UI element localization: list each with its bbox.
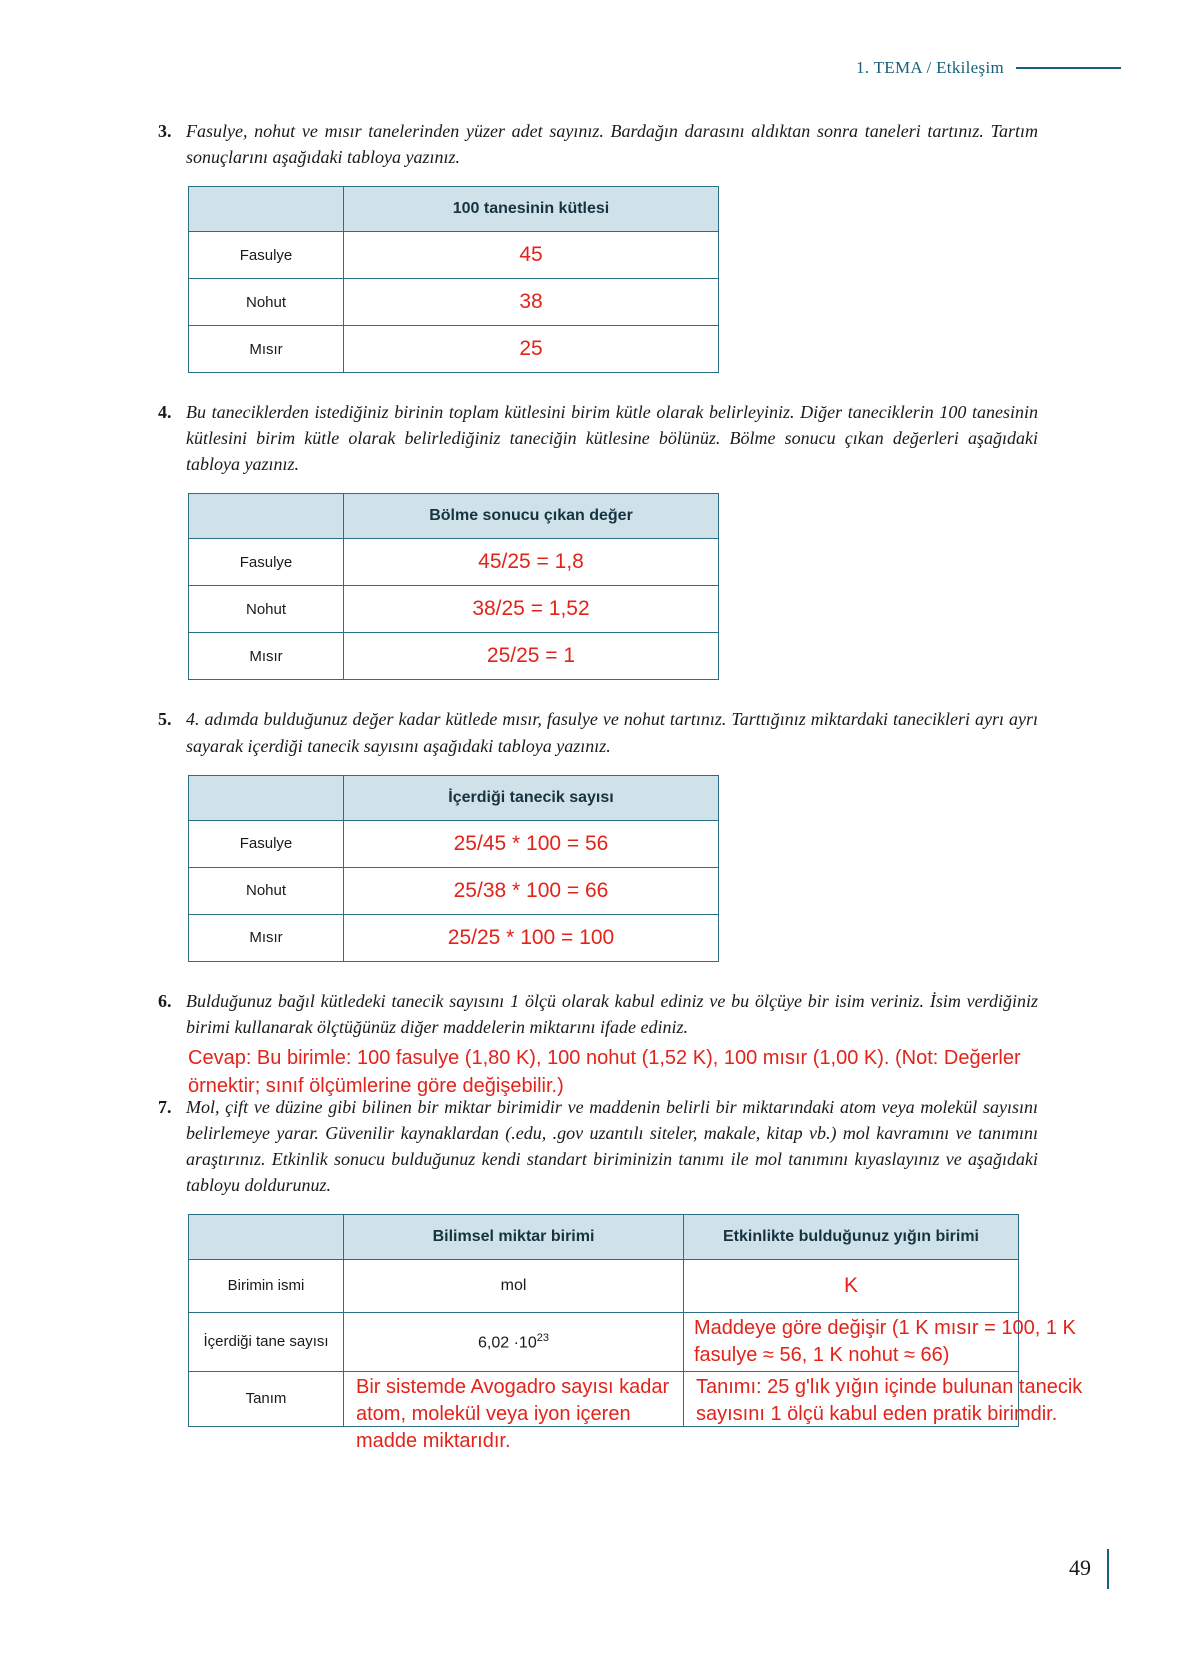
table-row <box>189 232 719 279</box>
table4-row2-scientific: Bir sistemde Avogadro sayısı kadar atom, molekül veya iyon içeren madde miktarıdır. <box>356 1376 670 1453</box>
table-row-header <box>189 187 719 232</box>
table4-header-col2: Bilimsel miktar birimi <box>344 1215 684 1260</box>
table4-header-col3: Etkinlikte bulduğunuz yığın birimi <box>684 1215 1019 1260</box>
table-unit-comparison <box>188 1214 1083 1453</box>
table4-row2-label: Tanım <box>189 1372 344 1427</box>
table2-row2-label: Mısır <box>189 633 344 680</box>
table2-row1-value: 38/25 = 1,52 <box>344 586 719 633</box>
question-3 <box>158 118 1038 170</box>
page-header <box>856 58 1121 78</box>
table-row <box>189 326 719 373</box>
table1-row0-label: Fasulye <box>189 232 344 279</box>
question-5 <box>158 706 1038 758</box>
table-row <box>189 279 719 326</box>
table4-row1-scientific <box>344 1313 684 1372</box>
table4-row1-label: İçerdiği tane sayısı <box>189 1313 344 1372</box>
question-6 <box>158 988 1038 1040</box>
question-3-number: 3. <box>158 121 172 141</box>
table-row <box>189 820 719 867</box>
table2-row2-value: 25/25 = 1 <box>344 633 719 680</box>
question-4-number: 4. <box>158 402 172 423</box>
table-row <box>189 586 719 633</box>
table4-row0-label: Birimin ismi <box>189 1260 344 1313</box>
table4-header-blank <box>189 1215 344 1260</box>
table2-header-col2: Bölme sonucu çıkan değer <box>344 494 719 539</box>
page-number: 49 <box>1069 1555 1091 1580</box>
table1-row1-value: 38 <box>344 279 719 326</box>
table2-row0-value: 45/25 = 1,8 <box>344 539 719 586</box>
table-row <box>189 1313 1019 1372</box>
table4-row0-own: K <box>684 1260 1019 1313</box>
question-5-number: 5. <box>158 709 172 730</box>
table1-header-blank <box>189 187 344 232</box>
table-row <box>189 1372 1019 1427</box>
question-6-answer: Cevap: Bu birimle: 100 fasulye (1,80 K), 100 nohut (1,52 K), 100 mısır (1,00 K). (Not: Değerler örnektir; sınıf ölçümlerine göre değişebilir.) <box>188 1046 1021 1097</box>
table3-row2-label: Mısır <box>189 914 344 961</box>
question-6-text: Bulduğunuz bağıl kütledeki tanecik sayısını 1 ölçü olarak kabul ediniz ve bu ölçüye bir isim veriniz. İsim verdiğiniz birimi kullanarak ölçtüğünüz diğer maddelerin miktarını ifade ediniz. <box>186 990 1038 1037</box>
question-4-text: Bu taneciklerden istediğiniz birinin toplam kütlesini birim kütle olarak belirleyiniz. Diğer taneciklerin 100 tanesinin kütlesini birim kütle olarak belirlediğiniz taneciğin kütlesine bölünüz. Bölme sonucu çıkan değerleri aşağıdaki tabloya yazınız. <box>186 402 1038 475</box>
table-row <box>189 539 719 586</box>
table-row-header <box>189 1215 1019 1260</box>
question-7 <box>158 1094 1038 1198</box>
question-4 <box>158 399 1038 477</box>
table2-header-blank <box>189 494 344 539</box>
question-7-number: 7. <box>158 1096 172 1117</box>
table-row <box>189 867 719 914</box>
table-row-header <box>189 775 719 820</box>
table3-row0-value: 25/45 * 100 = 56 <box>344 820 719 867</box>
header-title: 1. TEMA / Etkileşim <box>855 58 1004 77</box>
table4-row1-own: Maddeye göre değişir (1 K mısır = 100, 1 K fasulye ≈ 56, 1 K nohut ≈ 66) <box>694 1317 1076 1367</box>
table4-row2-scientific-cell <box>344 1372 684 1453</box>
table1-row1-label: Nohut <box>189 279 344 326</box>
avogadro-exponent: 23 <box>536 1332 549 1345</box>
table1-header-col2: 100 tanesinin kütlesi <box>344 187 719 232</box>
table3-header-col2: İçerdiği tanecik sayısı <box>344 775 719 820</box>
table3-row1-value: 25/38 * 100 = 66 <box>344 867 719 914</box>
header-rule <box>1016 67 1121 69</box>
table-particle-count <box>188 775 719 962</box>
table-division-result <box>188 493 719 680</box>
table1-row0-value: 45 <box>344 232 719 279</box>
page-number-rule <box>1107 1549 1109 1589</box>
table4-row0-scientific: mol <box>344 1260 684 1313</box>
question-7-text: Mol, çift ve düzine gibi bilinen bir miktar birimidir ve maddenin belirli bir miktarındaki atom veya molekül sayısını belirlemeye yarar. Güvenilir kaynaklardan (.edu, .gov uzantılı siteler, makale, kitap vb.) mol kavramını ve tanımını araştırınız. Etkinlik sonucu bulduğunuz kendi standart biriminizin tanımı ile mol tanımını kıyaslayınız ve aşağıdaki tabloyu doldurunuz. <box>186 1096 1038 1196</box>
table3-row2-value: 25/25 * 100 = 100 <box>344 914 719 961</box>
table-row <box>189 633 719 680</box>
table3-row0-label: Fasulye <box>189 820 344 867</box>
table2-row1-label: Nohut <box>189 586 344 633</box>
table4-row2-own: Tanımı: 25 g'lık yığın içinde bulunan tanecik sayısını 1 ölçü kabul eden pratik birimdir. <box>696 1376 1083 1426</box>
table-row <box>189 1260 1019 1313</box>
avogadro-base: 6,02 ·10 <box>478 1334 537 1352</box>
table4-row1-own-cell <box>684 1313 1076 1372</box>
table-row-header <box>189 494 719 539</box>
question-3-text: Fasulye, nohut ve mısır tanelerinden yüzer adet sayınız. Bardağın darasını aldıktan sonra taneleri tartınız. Tartım sonuçlarını aşağıdaki tabloya yazınız. <box>186 121 1038 168</box>
table4-row2-own-cell <box>684 1372 1083 1427</box>
table2-row0-label: Fasulye <box>189 539 344 586</box>
table1-row2-label: Mısır <box>189 326 344 373</box>
table3-header-blank <box>189 775 344 820</box>
table1-row2-value: 25 <box>344 326 719 373</box>
table-row <box>189 914 719 961</box>
question-6-number: 6. <box>158 990 172 1011</box>
table3-row1-label: Nohut <box>189 867 344 914</box>
page-content <box>158 118 1083 1453</box>
table-mass-of-100 <box>188 186 719 373</box>
question-5-text: 4. adımda bulduğunuz değer kadar kütlede mısır, fasulye ve nohut tartınız. Tarttığınız miktardaki tanecikleri ayrı ayrı sayarak içerdiği tanecik sayısını aşağıdaki tabloya yazınız. <box>186 709 1038 756</box>
